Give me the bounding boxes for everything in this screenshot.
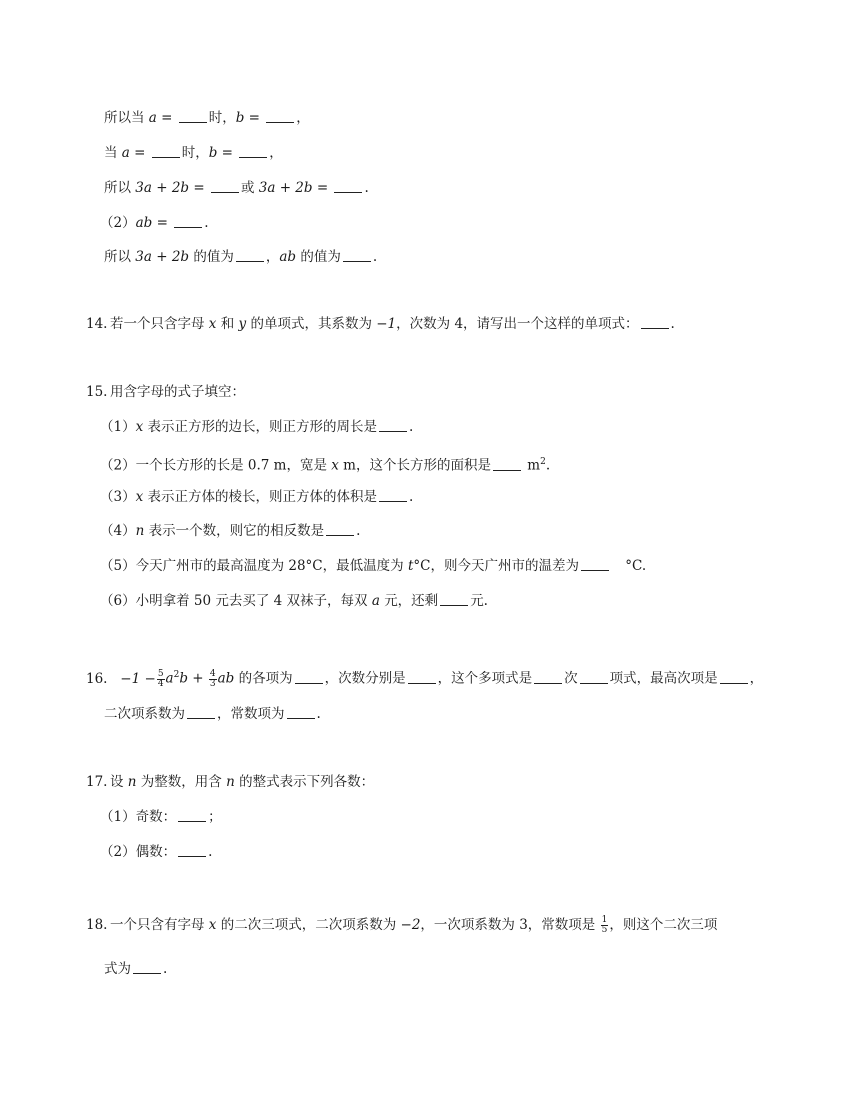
text: . xyxy=(372,249,378,265)
question-number: 16. xyxy=(86,670,108,687)
math: b + xyxy=(179,670,204,687)
answer-blank[interactable] xyxy=(178,808,206,822)
math: ab xyxy=(217,670,235,687)
text: °C，则今天广州市的温差为 xyxy=(413,558,579,574)
answer-blank[interactable] xyxy=(239,144,267,158)
math: n xyxy=(226,774,235,790)
question-18 xyxy=(86,914,717,936)
text: 表示一个数，则它的相反数是 xyxy=(148,523,325,539)
text: 的二次三项式，二次项系数为 xyxy=(220,917,397,933)
question-number: 17. xyxy=(86,774,108,790)
math: ab xyxy=(279,249,297,265)
answer-blank[interactable] xyxy=(211,179,239,193)
fraction xyxy=(209,670,217,689)
text: （6）小明拿着 50 元去买了 4 双袜子，每双 xyxy=(100,593,368,609)
answer-blank[interactable] xyxy=(440,592,468,606)
text: 元. xyxy=(470,593,488,609)
q13-line-1 xyxy=(104,108,310,128)
math: n xyxy=(127,774,137,790)
numerator: 4 xyxy=(209,668,216,679)
q15-sub-4 xyxy=(100,521,360,541)
answer-blank[interactable] xyxy=(174,214,202,228)
answer-blank[interactable] xyxy=(641,315,669,329)
text: （2） xyxy=(100,215,136,231)
text: （2）一个长方形的长是 0.7 m，宽是 xyxy=(100,457,327,474)
answer-blank[interactable] xyxy=(152,144,180,158)
math: a xyxy=(371,593,380,609)
answer-blank[interactable] xyxy=(379,418,407,432)
text: ， xyxy=(296,110,310,126)
math: a xyxy=(165,670,174,687)
math: x xyxy=(208,316,217,332)
text: 的各项为 xyxy=(238,670,293,687)
q13-line-3 xyxy=(104,178,369,198)
answer-blank[interactable] xyxy=(179,109,207,123)
question-number: 15. xyxy=(86,384,108,400)
math: 3a + 2b = xyxy=(258,180,329,196)
answer-blank[interactable] xyxy=(334,179,362,193)
math: a = xyxy=(121,145,146,161)
text: 项式，最高次项是 xyxy=(609,670,718,687)
numerator: 1 xyxy=(601,915,608,925)
text: 为整数，用含 xyxy=(140,774,222,790)
text: ， xyxy=(265,249,280,265)
question-16 xyxy=(86,664,763,690)
text: 的值为 xyxy=(300,249,341,265)
text: . xyxy=(204,215,209,231)
text: 表示正方体的棱长，则正方体的体积是 xyxy=(147,489,378,505)
text: 时， xyxy=(181,145,209,161)
superscript: 2 xyxy=(173,670,180,680)
q15-sub-1 xyxy=(100,417,413,437)
text: °C. xyxy=(625,558,647,574)
text: 式为 xyxy=(104,961,131,977)
q16-line-2 xyxy=(104,704,321,724)
math: a = xyxy=(148,110,173,126)
question-14 xyxy=(86,314,675,334)
text: （3） xyxy=(100,489,136,505)
q15-sub-3 xyxy=(100,487,413,507)
math: b = xyxy=(208,145,233,161)
q18-line-2 xyxy=(104,959,167,979)
math: n xyxy=(135,523,145,539)
q13-line-2 xyxy=(104,143,283,163)
fraction xyxy=(601,916,609,935)
math: y xyxy=(238,316,247,332)
text: 次 xyxy=(564,670,578,687)
text: （5）今天广州市的最高温度为 28°C，最低温度为 xyxy=(100,558,404,574)
text: ，常数项为 xyxy=(217,706,285,722)
q17-sub-1 xyxy=(100,807,222,827)
text: 所以 xyxy=(104,249,131,265)
text: 若一个只含字母 xyxy=(110,316,205,332)
answer-blank[interactable] xyxy=(326,522,354,536)
math: 3a + 2b = xyxy=(135,180,205,196)
text: 的值为 xyxy=(193,249,234,265)
answer-blank[interactable] xyxy=(236,248,264,262)
text: . xyxy=(409,489,414,505)
superscript: 2 xyxy=(540,457,546,467)
text: （4） xyxy=(100,523,136,539)
answer-blank[interactable] xyxy=(580,670,608,684)
answer-blank[interactable] xyxy=(408,670,436,684)
math: 3a + 2b xyxy=(135,249,190,265)
text: 元，还剩 xyxy=(384,593,439,609)
math: x xyxy=(135,489,144,505)
answer-blank[interactable] xyxy=(133,960,161,974)
text: . xyxy=(356,523,361,539)
text: ， xyxy=(269,145,283,161)
text: 或 xyxy=(240,180,255,196)
text: m，这个长方形的面积是 xyxy=(343,457,491,474)
answer-blank[interactable] xyxy=(287,705,315,719)
text: （1）奇数： xyxy=(100,809,177,825)
math: x xyxy=(331,457,339,474)
q15-sub-5 xyxy=(100,556,646,576)
q13-line-5 xyxy=(104,247,377,267)
text: 的单项式，其系数为 xyxy=(250,316,372,332)
denominator: 4 xyxy=(157,678,164,689)
answer-blank[interactable] xyxy=(343,248,371,262)
question-number: 14. xyxy=(86,316,108,332)
text: 二次项系数为 xyxy=(104,706,185,722)
text: 表示正方形的边长，则正方形的周长是 xyxy=(147,419,378,435)
answer-blank[interactable] xyxy=(379,488,407,502)
text: （1） xyxy=(100,419,136,435)
text: 一个只含有字母 xyxy=(110,917,205,933)
text: ，则这个二次三项 xyxy=(609,917,718,933)
text: ，一次项系数为 3，常数项是 xyxy=(420,917,596,933)
answer-blank[interactable] xyxy=(187,705,215,719)
text: . xyxy=(409,419,414,435)
answer-blank[interactable] xyxy=(266,109,294,123)
text: ，这个多项式是 xyxy=(437,670,533,687)
denominator: 3 xyxy=(209,678,216,689)
text: 时， xyxy=(208,110,236,126)
text: 当 xyxy=(104,145,118,161)
text: 用含字母的式子填空： xyxy=(110,384,245,400)
math: ab = xyxy=(135,215,168,231)
text: . xyxy=(670,316,675,332)
question-15-title xyxy=(86,382,245,402)
question-number: 18. xyxy=(86,917,108,933)
math: x xyxy=(208,917,217,933)
fraction xyxy=(157,670,165,689)
math: x xyxy=(135,419,144,435)
text: 所以 xyxy=(104,180,131,196)
text: . xyxy=(163,961,168,977)
q15-sub-2 xyxy=(100,452,550,476)
math: −1 xyxy=(376,316,397,332)
text: ； xyxy=(208,809,222,825)
answer-blank[interactable] xyxy=(534,670,562,684)
text: . xyxy=(364,180,369,196)
answer-blank[interactable] xyxy=(720,670,748,684)
math: −1 − xyxy=(120,670,156,687)
text: 所以当 xyxy=(104,110,145,126)
numerator: 5 xyxy=(157,668,164,679)
answer-blank[interactable] xyxy=(493,457,521,471)
text: m xyxy=(527,457,541,474)
math: t xyxy=(407,558,414,574)
text: 和 xyxy=(220,316,235,332)
answer-blank[interactable] xyxy=(178,843,206,857)
answer-blank[interactable] xyxy=(581,557,609,571)
text: ， xyxy=(749,670,764,687)
text: 的整式表示下列各数： xyxy=(239,774,375,790)
text: ，次数为 4，请写出一个这样的单项式： xyxy=(396,316,639,332)
text: ，次数分别是 xyxy=(324,670,406,687)
text: . xyxy=(316,706,321,722)
denominator: 5 xyxy=(601,925,608,935)
math: −2 xyxy=(400,917,421,933)
q13-line-4 xyxy=(100,213,208,233)
answer-blank[interactable] xyxy=(295,670,323,684)
text: . xyxy=(545,457,551,474)
text: 设 xyxy=(110,774,124,790)
math: b = xyxy=(235,110,260,126)
q17-sub-2 xyxy=(100,842,212,862)
text: （2）偶数： xyxy=(100,844,177,860)
text: . xyxy=(208,844,213,860)
q15-sub-6 xyxy=(100,591,488,611)
question-17 xyxy=(86,772,374,792)
